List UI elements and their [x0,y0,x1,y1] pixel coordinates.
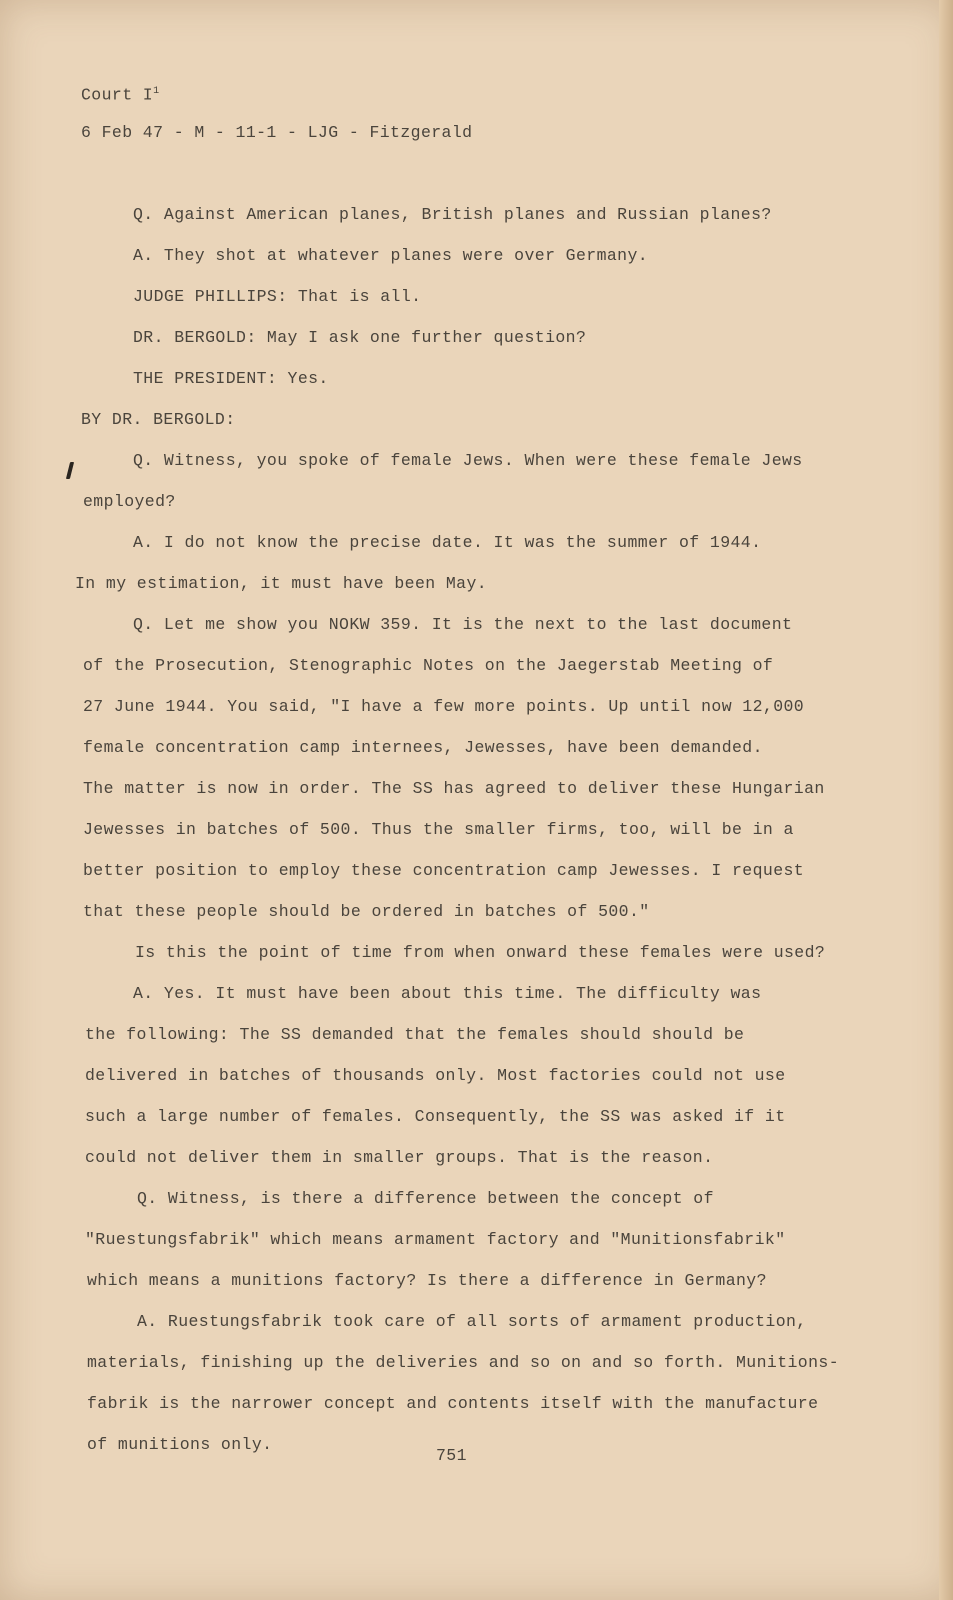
transcript-line: fabrik is the narrower concept and contents itself with the manufacture [87,1394,819,1413]
transcript-line: could not deliver them in smaller groups. That is the reason. [85,1148,714,1167]
margin-pen-mark [66,462,74,479]
transcript-line: THE PRESIDENT: Yes. [133,369,329,388]
court-header [81,82,160,106]
transcript-line: 27 June 1944. You said, "I have a few more points. Up until now 12,000 [83,697,805,716]
transcript-line: In my estimation, it must have been May. [75,574,488,593]
transcript-line: Q. Witness, is there a difference between the concept of [137,1189,714,1208]
transcript-line: "Ruestungsfabrik" which means armament factory and "Munitionsfabrik" [85,1230,786,1249]
transcript-line: Q. Witness, you spoke of female Jews. When were these female Jews [133,451,803,470]
transcript-line: female concentration camp internees, Jewesses, have been demanded. [83,738,763,757]
transcript-line: A. Yes. It must have been about this time. The difficulty was [133,984,762,1003]
transcript-line: BY DR. BERGOLD: [81,410,236,429]
session-header: 6 Feb 47 - M - 11-1 - LJG - Fitzgerald [81,123,473,142]
transcript-line: that these people should be ordered in batches of 500." [83,902,650,921]
transcript-line: delivered in batches of thousands only. Most factories could not use [85,1066,786,1085]
court-suffix: 1 [153,86,160,97]
page-number: 751 [436,1446,467,1465]
transcript-line: Q. Against American planes, British planes and Russian planes? [133,205,772,224]
transcript-line: of the Prosecution, Stenographic Notes on the Jaegerstab Meeting of [83,656,774,675]
transcript-line: A. I do not know the precise date. It was the summer of 1944. [133,533,762,552]
transcript-line: employed? [83,492,176,511]
page-edge-shadow [939,0,953,1600]
transcript-line: A. Ruestungsfabrik took care of all sorts of armament production, [137,1312,807,1331]
transcript-line: DR. BERGOLD: May I ask one further question? [133,328,587,347]
transcript-line: of munitions only. [87,1435,273,1454]
transcript-line: the following: The SS demanded that the females should should be [85,1025,745,1044]
transcript-line: such a large number of females. Consequently, the SS was asked if it [85,1107,786,1126]
transcript-line: The matter is now in order. The SS has agreed to deliver these Hungarian [83,779,825,798]
transcript-line: materials, finishing up the deliveries and so on and so forth. Munitions- [87,1353,840,1372]
transcript-line: better position to employ these concentration camp Jewesses. I request [83,861,805,880]
transcript-line: JUDGE PHILLIPS: That is all. [133,287,422,306]
transcript-line: A. They shot at whatever planes were over Germany. [133,246,649,265]
court-label: Court I [81,85,154,105]
transcript-line: Is this the point of time from when onward these females were used? [135,943,826,962]
transcript-line: Q. Let me show you NOKW 359. It is the next to the last document [133,615,793,634]
transcript-line: which means a munitions factory? Is there a difference in Germany? [87,1271,767,1290]
transcript-line: Jewesses in batches of 500. Thus the smaller firms, too, will be in a [83,820,794,839]
